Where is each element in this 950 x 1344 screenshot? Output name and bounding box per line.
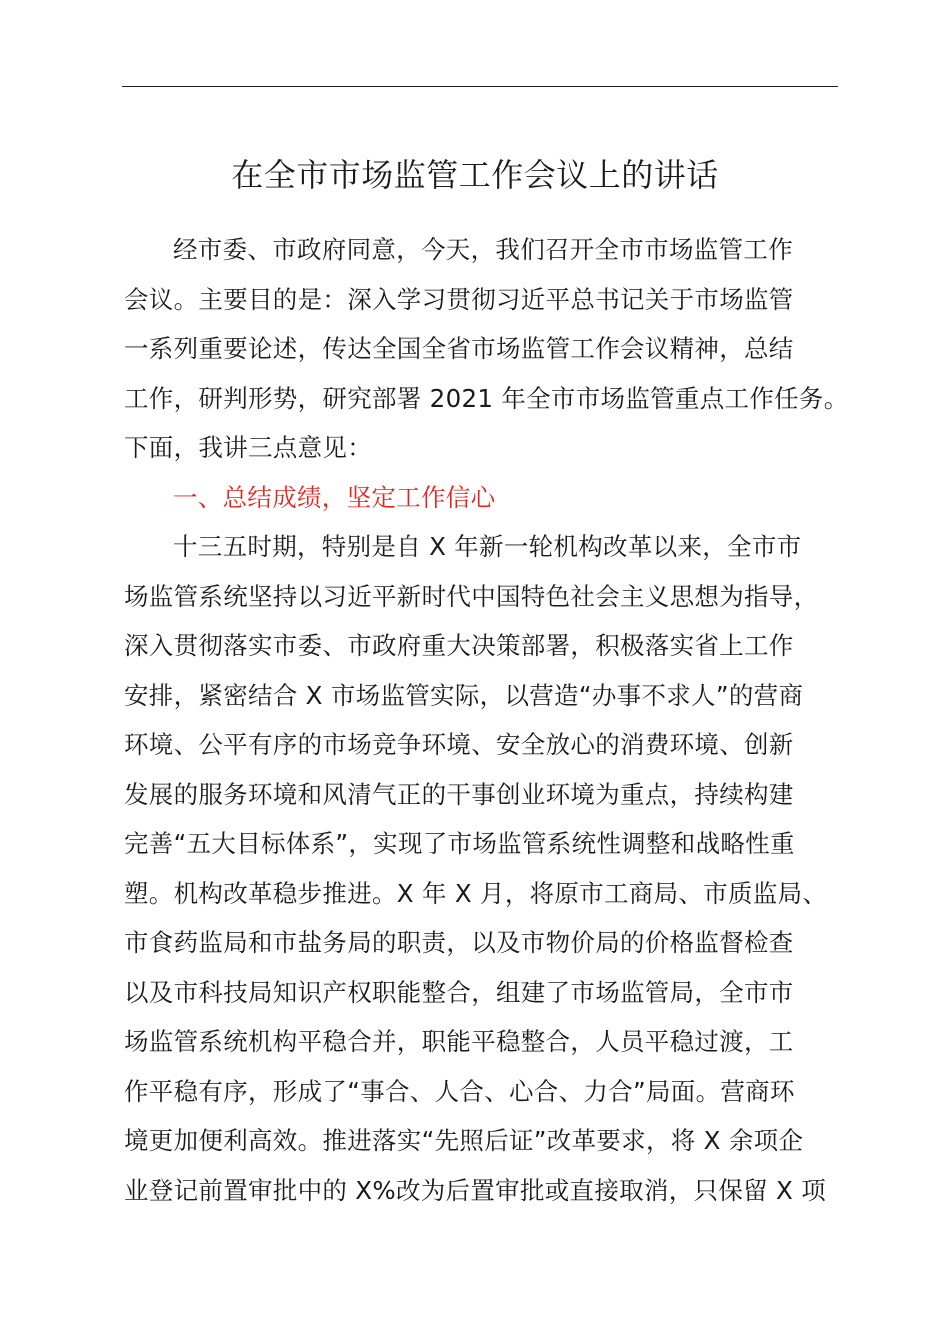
paragraph-line: 安排，紧密结合 X 市场监管实际，以营造“办事不求人”的营商: [124, 680, 804, 710]
paragraph-line: 会议。主要目的是：深入学习贯彻习近平总书记关于市场监管: [124, 284, 794, 314]
paragraph-line: 经市委、市政府同意，今天，我们召开全市市场监管工作: [173, 235, 793, 264]
paragraph-line: 塑。机构改革稳步推进。X 年 X 月，将原市工商局、市质监局、: [124, 878, 828, 908]
document-title: 在全市市场监管工作会议上的讲话: [231, 156, 719, 194]
paragraph-line: 场监管系统坚持以习近平新时代中国特色社会主义思想为指导，: [124, 581, 819, 611]
paragraph-line: 工作，研判形势，研究部署 2021 年全市市场监管重点工作任务。: [124, 383, 849, 413]
paragraph-line: 十三五时期，特别是自 X 年新一轮机构改革以来，全市市: [173, 532, 802, 561]
paragraph-line: 境更加便利高效。推进落实“先照后证”改革要求，将 X 余项企: [124, 1126, 804, 1155]
section-heading: 一、总结成绩，坚定工作信心: [173, 482, 496, 512]
paragraph-line: 市食药监局和市盐务局的职责，以及市物价局的价格监督检查: [124, 928, 794, 957]
paragraph-line: 场监管系统机构平稳合并，职能平稳整合，人员平稳过渡，工: [124, 1027, 794, 1056]
paragraph-line: 业登记前置审批中的 X%改为后置审批或直接取消，只保留 X 项: [124, 1175, 827, 1205]
paragraph-line: 深入贯彻落实市委、市政府重大决策部署，积极落实省上工作: [124, 631, 794, 660]
paragraph-line: 作平稳有序，形成了“事合、人合、心合、力合”局面。营商环: [124, 1076, 795, 1106]
paragraph-line: 完善“五大目标体系”，实现了市场监管系统性调整和战略性重: [124, 829, 795, 858]
header-rule: [122, 86, 838, 87]
paragraph-line: 环境、公平有序的市场竞争环境、安全放心的消费环境、创新: [124, 730, 794, 759]
paragraph-line: 发展的服务环境和风清气正的干事创业环境为重点，持续构建: [124, 779, 794, 809]
document-body: [124, 225, 864, 1215]
paragraph-line: 下面，我讲三点意见：: [124, 433, 372, 462]
paragraph-line: 以及市科技局知识产权职能整合，组建了市场监管局，全市市: [124, 977, 794, 1007]
paragraph-line: 一系列重要论述，传达全国全省市场监管工作会议精神，总结: [124, 334, 794, 363]
